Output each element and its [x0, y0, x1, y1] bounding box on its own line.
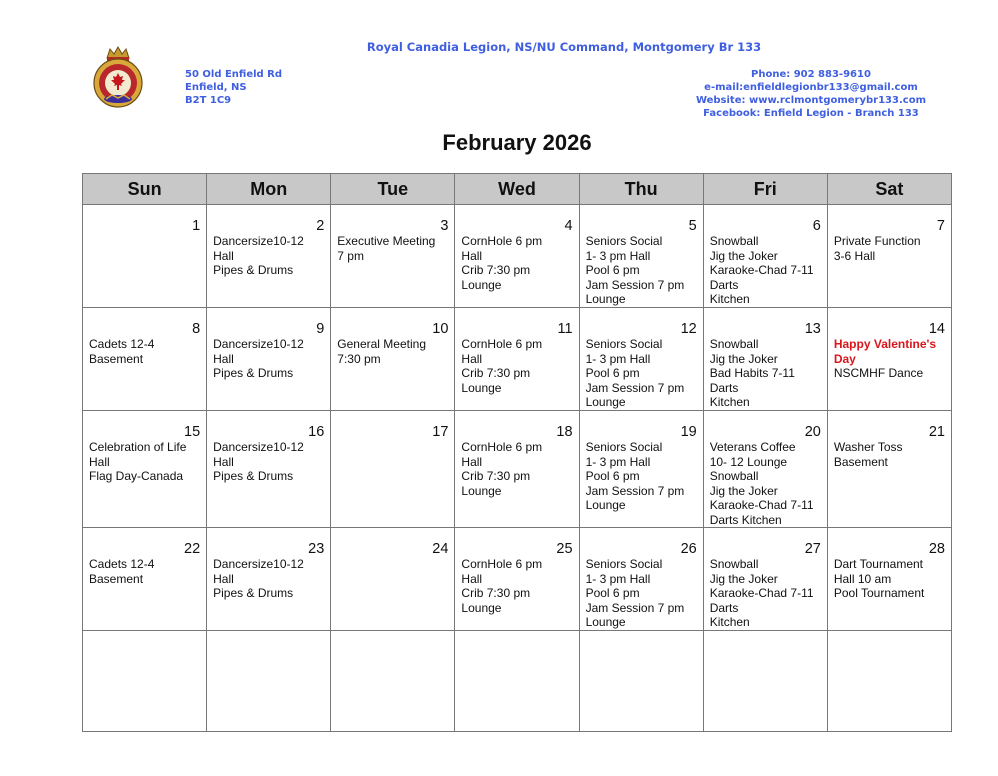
day-number: 3: [440, 218, 449, 234]
holiday-label: Happy Valentine's Day: [833, 337, 937, 366]
event-line: Kitchen: [709, 292, 750, 306]
address-line: B2T 1C9: [185, 95, 232, 106]
calendar-day-cell: [331, 205, 455, 308]
calendar-day-cell: [331, 528, 455, 631]
phone-line: Phone: 902 883-9610: [751, 69, 871, 80]
event-line: 7 pm: [337, 248, 364, 263]
calendar-day-cell: [579, 631, 703, 732]
calendar-day-cell: [579, 205, 703, 308]
event-line: Pool Tournament: [833, 586, 925, 600]
calendar-week-row: [83, 411, 952, 528]
event-line: Hall: [461, 571, 483, 586]
event-line: Hall: [213, 248, 234, 263]
event-line: 3-6 Hall: [833, 248, 876, 263]
calendar-day-cell: [207, 528, 331, 631]
event-line: CornHole 6 pm: [461, 234, 543, 248]
legion-crest-logo: [92, 45, 144, 111]
calendar-day-cell: [455, 308, 579, 411]
day-number: 2: [316, 218, 325, 234]
day-number: 17: [432, 424, 449, 440]
event-line: Darts: [709, 600, 739, 615]
event-line: Snowball: [709, 337, 759, 351]
weekday-header-mon: Mon: [207, 174, 331, 205]
day-number: 23: [308, 541, 325, 557]
event-line: Basement: [833, 454, 888, 469]
event-line: Washer Toss: [833, 440, 903, 454]
day-number: 14: [928, 321, 945, 337]
calendar-day-cell: [207, 308, 331, 411]
day-number: 28: [928, 541, 945, 557]
calendar-day-cell: [827, 631, 951, 732]
event-line: Pipes & Drums: [213, 366, 294, 380]
day-number: 22: [184, 541, 201, 557]
calendar-day-cell: [703, 308, 827, 411]
calendar-day-cell: [83, 308, 207, 411]
event-line: CornHole 6 pm: [461, 440, 543, 454]
weekday-header-fri: Fri: [703, 174, 827, 205]
calendar-day-cell: [703, 411, 827, 528]
event-line: Hall: [213, 351, 234, 366]
event-line: Jam Session 7 pm: [585, 277, 685, 292]
day-number: 4: [564, 218, 573, 234]
event-line: Jig the Joker: [709, 351, 778, 366]
event-line: 10- 12 Lounge: [709, 454, 788, 469]
weekday-header-tue: Tue: [331, 174, 455, 205]
event-line: Basement: [89, 351, 144, 366]
address-line: 50 Old Enfield Rd: [185, 69, 283, 80]
day-number: 19: [680, 424, 697, 440]
event-line: Dancersize10-12: [213, 234, 304, 248]
calendar-day-cell: [455, 528, 579, 631]
calendar-day-cell: [83, 205, 207, 308]
event-line: CornHole 6 pm: [461, 337, 543, 351]
event-line: Seniors Social: [585, 234, 663, 248]
weekday-header-thu: Thu: [579, 174, 703, 205]
calendar-month-title: February 2026: [442, 130, 592, 155]
event-line: Pipes & Drums: [213, 263, 294, 277]
calendar-day-cell: [827, 528, 951, 631]
calendar-week-row: [83, 528, 952, 631]
website-link[interactable]: Website: www.rclmontgomerybr133.com: [695, 95, 926, 106]
event-line: Bad Habits 7-11: [709, 366, 795, 380]
calendar-day-cell: [331, 411, 455, 528]
day-number: [586, 631, 697, 644]
day-number: 24: [432, 541, 449, 557]
calendar-day-cell: [455, 411, 579, 528]
event-line: Karaoke-Chad 7-11: [709, 586, 814, 600]
event-line: Hall 10 am: [833, 571, 892, 586]
calendar-day-cell: [207, 631, 331, 732]
event-line: Pipes & Drums: [213, 586, 294, 600]
calendar-week-row: [83, 308, 952, 411]
day-number: [89, 631, 200, 644]
day-number: 7: [936, 218, 945, 234]
event-line: Celebration of Life: [89, 440, 187, 454]
calendar-day-cell: [827, 411, 951, 528]
event-line: Hall: [461, 351, 483, 366]
event-line: Lounge: [585, 395, 626, 409]
event-line: Pool 6 pm: [585, 263, 640, 277]
event-line: Snowball: [709, 557, 759, 571]
event-line: Jig the Joker: [709, 571, 778, 586]
event-line: Pool 6 pm: [585, 366, 640, 380]
event-line: Hall: [213, 454, 234, 469]
calendar-day-cell: [703, 205, 827, 308]
event-line: Kitchen: [709, 615, 750, 629]
calendar-week-row: [83, 205, 952, 308]
calendar-day-cell: [703, 528, 827, 631]
day-number: [337, 631, 448, 644]
event-line: Lounge: [585, 615, 626, 629]
calendar-day-cell: [331, 631, 455, 732]
day-number: 21: [928, 424, 945, 440]
event-line: Crib 7:30 pm: [461, 366, 531, 380]
calendar-day-cell: [579, 528, 703, 631]
day-number: 18: [556, 424, 573, 440]
event-line: Lounge: [461, 277, 502, 292]
event-line: Snowball: [709, 234, 759, 248]
day-number: 1: [192, 218, 201, 234]
calendar-day-cell: [827, 308, 951, 411]
event-line: Darts: [709, 380, 739, 395]
facebook-line: Facebook: Enfield Legion - Branch 133: [703, 108, 919, 119]
day-number: [461, 631, 572, 644]
address-line: Enfield, NS: [185, 82, 247, 93]
calendar-day-cell: [331, 308, 455, 411]
calendar-day-cell: [703, 631, 827, 732]
day-number: 20: [804, 424, 821, 440]
event-line: General Meeting: [337, 337, 426, 351]
event-line: Jig the Joker: [709, 248, 778, 263]
address-block: [185, 68, 282, 107]
weekday-header-sat: Sat: [827, 174, 951, 205]
calendar-day-cell: [83, 631, 207, 732]
day-number: 12: [680, 321, 697, 337]
event-line: Snowball: [709, 469, 759, 483]
day-number: 26: [680, 541, 697, 557]
weekday-header-row: [83, 174, 952, 205]
event-line: 7:30 pm: [337, 351, 381, 366]
day-number: 11: [557, 321, 573, 337]
calendar-week-row: [83, 631, 952, 732]
event-line: Veterans Coffee: [709, 440, 796, 454]
calendar-day-cell: [83, 528, 207, 631]
day-number: 10: [432, 321, 449, 337]
event-line: Cadets 12-4: [89, 337, 155, 351]
calendar-day-cell: [83, 411, 207, 528]
event-line: Lounge: [461, 483, 502, 498]
event-line: Jam Session 7 pm: [585, 600, 685, 615]
event-line: 1- 3 pm Hall: [585, 351, 651, 366]
day-number: 5: [688, 218, 697, 234]
event-line: Seniors Social: [585, 557, 663, 571]
event-line: Dancersize10-12: [213, 337, 304, 351]
calendar-day-cell: [207, 205, 331, 308]
event-line: Karaoke-Chad 7-11: [709, 263, 814, 277]
event-line: Pool 6 pm: [585, 586, 640, 600]
event-line: Jam Session 7 pm: [585, 483, 685, 498]
day-number: 16: [308, 424, 325, 440]
event-line: Darts Kitchen: [709, 512, 782, 527]
event-line: Seniors Social: [585, 337, 663, 351]
event-line: Basement: [89, 571, 144, 586]
calendar-day-cell: [827, 205, 951, 308]
event-line: Kitchen: [709, 395, 750, 409]
email-link[interactable]: e-mail:enfieldlegionbr133@gmail.com: [704, 82, 918, 93]
day-number: 27: [804, 541, 821, 557]
day-number: 9: [316, 321, 325, 337]
day-number: 15: [184, 424, 201, 440]
event-line: Pool 6 pm: [585, 469, 640, 483]
event-line: Jam Session 7 pm: [585, 380, 685, 395]
calendar-day-cell: [579, 411, 703, 528]
event-line: Dancersize10-12: [213, 440, 304, 454]
calendar-day-cell: [455, 205, 579, 308]
event-line: Private Function: [833, 234, 921, 248]
event-line: Dart Tournament: [833, 557, 923, 571]
event-line: Karaoke-Chad 7-11: [709, 498, 814, 512]
event-line: Executive Meeting: [337, 234, 436, 248]
event-line: Jig the Joker: [709, 483, 778, 498]
calendar-day-cell: [207, 411, 331, 528]
event-line: Hall: [461, 454, 483, 469]
calendar-grid: [82, 173, 952, 732]
day-number: 6: [812, 218, 821, 234]
event-line: Lounge: [461, 600, 502, 615]
day-number: [710, 631, 821, 644]
event-line: Pipes & Drums: [213, 469, 294, 483]
event-line: 1- 3 pm Hall: [585, 454, 651, 469]
event-line: Lounge: [461, 380, 502, 395]
event-line: 1- 3 pm Hall: [585, 248, 651, 263]
event-line: Crib 7:30 pm: [461, 469, 531, 483]
day-number: 25: [556, 541, 573, 557]
event-line: Lounge: [585, 498, 626, 512]
weekday-header-sun: Sun: [83, 174, 207, 205]
contact-block: [696, 68, 926, 120]
weekday-header-wed: Wed: [455, 174, 579, 205]
event-line: Dancersize10-12: [213, 557, 304, 571]
event-line: Hall: [213, 571, 234, 586]
event-line: Hall: [461, 248, 483, 263]
day-number: 13: [804, 321, 821, 337]
event-line: Hall: [89, 454, 110, 469]
event-line: NSCMHF Dance: [833, 366, 924, 380]
event-line: Darts: [709, 277, 739, 292]
day-number: [213, 631, 324, 644]
calendar-day-cell: [579, 308, 703, 411]
event-line: Flag Day-Canada: [89, 469, 184, 483]
organization-title: Royal Canadia Legion, NS/NU Command, Montgomery Br 133: [366, 40, 762, 54]
event-line: Lounge: [585, 292, 626, 306]
event-line: Crib 7:30 pm: [461, 263, 531, 277]
event-line: 1- 3 pm Hall: [585, 571, 651, 586]
event-line: CornHole 6 pm: [461, 557, 543, 571]
event-line: Cadets 12-4: [89, 557, 155, 571]
day-number: 8: [192, 321, 201, 337]
event-line: Crib 7:30 pm: [461, 586, 531, 600]
day-number: [834, 631, 945, 644]
calendar-day-cell: [455, 631, 579, 732]
event-line: Seniors Social: [585, 440, 663, 454]
